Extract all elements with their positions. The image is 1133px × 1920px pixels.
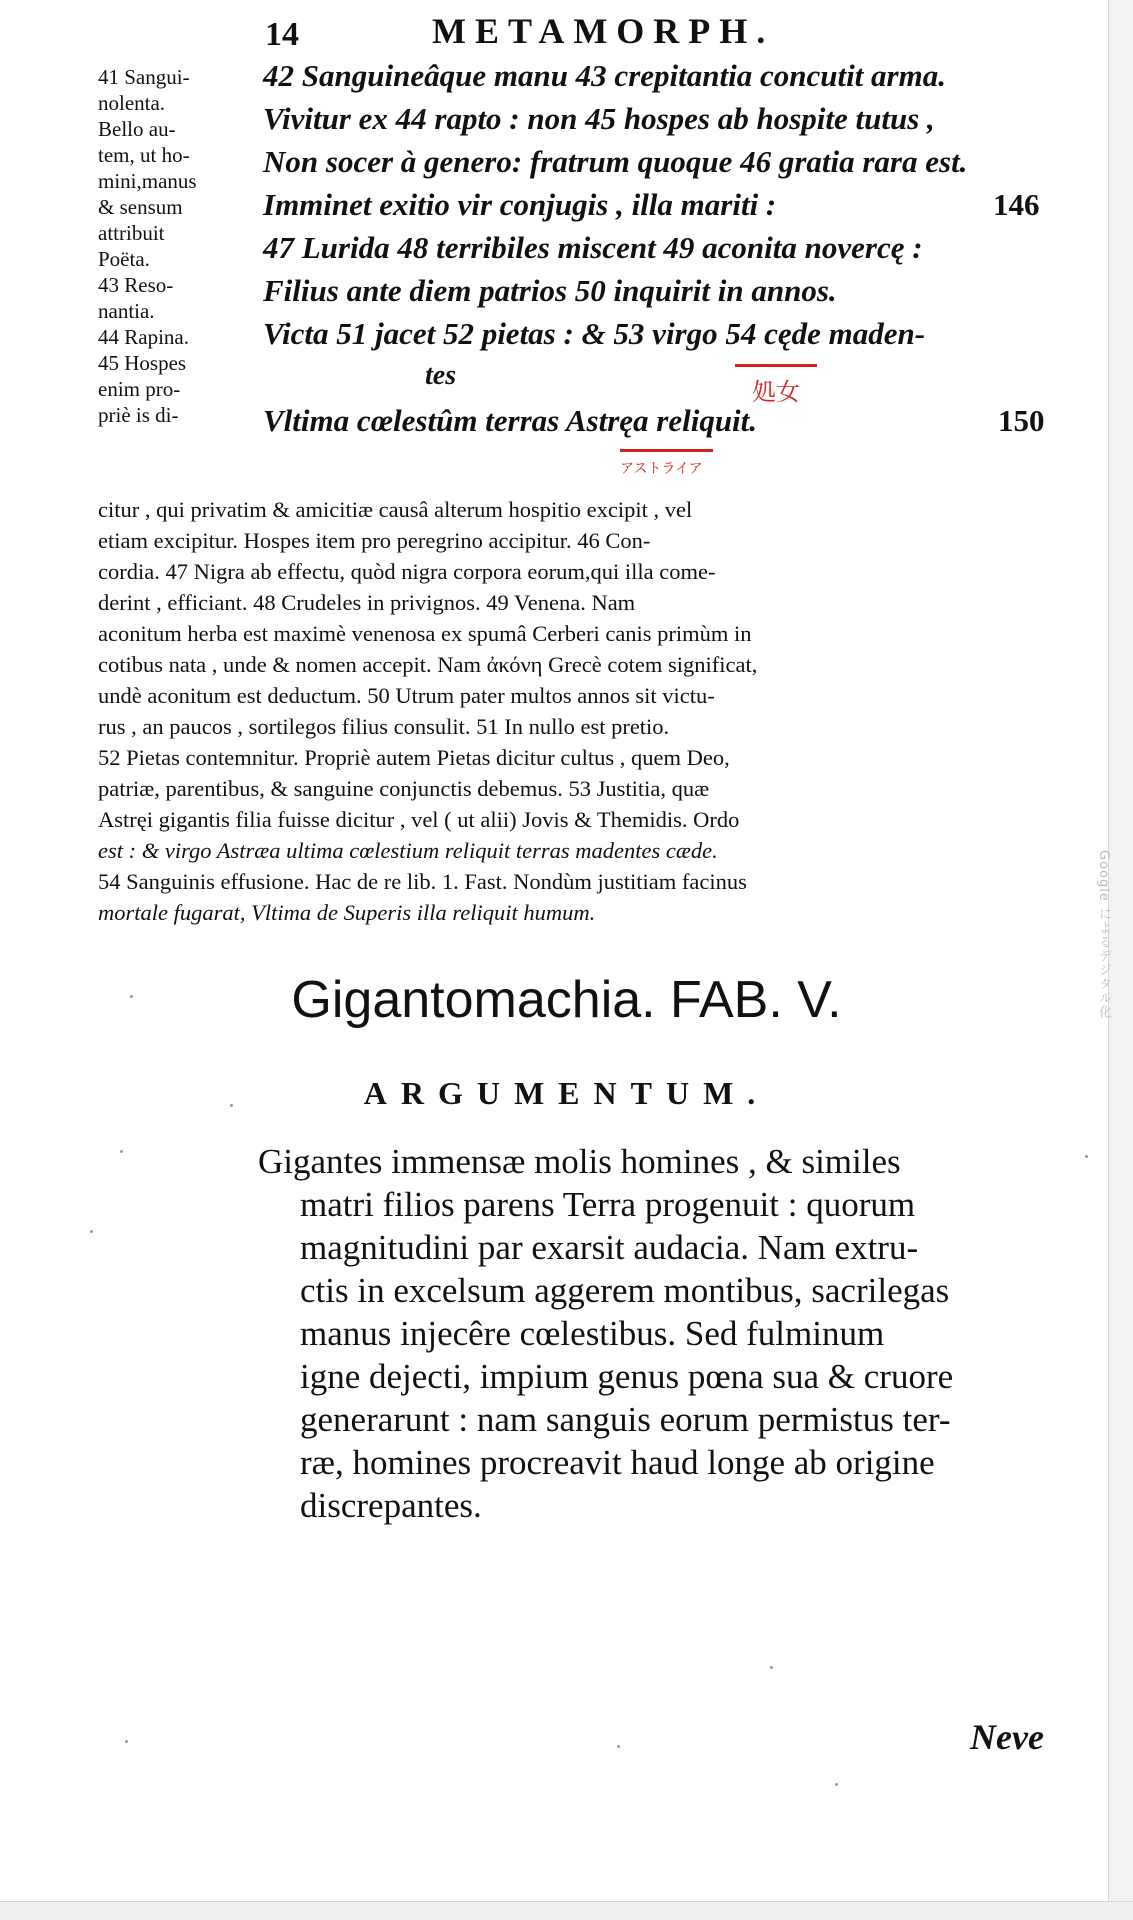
argument-line: discrepantes. bbox=[300, 1486, 482, 1525]
margin-note: nolenta. bbox=[98, 91, 166, 115]
scan-speck bbox=[90, 1230, 93, 1233]
margin-note: mini,manus bbox=[98, 169, 197, 193]
verse-line: Non socer à genero: fratrum quoque 46 gratia rara est. bbox=[263, 144, 968, 179]
commentary-line: 54 Sanguinis effusione. Hac de re lib. 1. Fast. Nondùm justitiam facinus bbox=[98, 869, 747, 894]
commentary-line: 52 Pietas contemnitur. Propriè autem Pietas dicitur cultus , quem Deo, bbox=[98, 745, 730, 770]
commentary-line: est : & virgo Astræa ultima cœlestium reliquit terras madentes cæde. bbox=[98, 838, 718, 863]
margin-note: enim pro- bbox=[98, 377, 181, 401]
verse-line: Vivitur ex 44 rapto : non 45 hospes ab hospite tutus , bbox=[263, 101, 935, 136]
verse-line: Imminet exitio vir conjugis , illa mariti : bbox=[263, 187, 777, 222]
scan-speck bbox=[835, 1783, 838, 1786]
scan-speck bbox=[125, 1740, 128, 1743]
commentary-line: patriæ, parentibus, & sanguine conjunctis debemus. 53 Justitia, quæ bbox=[98, 776, 710, 801]
verse-line: 47 Lurida 48 terribiles miscent 49 aconita novercę : bbox=[263, 230, 923, 265]
commentary-notes bbox=[98, 494, 1053, 928]
margin-note: 41 Sangui- bbox=[98, 65, 190, 89]
verse-line: Filius ante diem patrios 50 inquirit in annos. bbox=[263, 273, 837, 308]
margin-notes bbox=[98, 64, 263, 428]
argument-line: Gigantes immensæ molis homines , & similes bbox=[258, 1142, 901, 1181]
argument-line: igne dejecti, impium genus pœna sua & cruore bbox=[300, 1357, 954, 1396]
commentary-line: mortale fugarat, Vltima de Superis illa reliquit humum. bbox=[98, 900, 596, 925]
argument-line: ctis in excelsum aggerem montibus, sacrilegas bbox=[300, 1271, 950, 1310]
commentary-line: aconitum herba est maximè venenosa ex spumâ Cerberi canis primùm in bbox=[98, 621, 752, 646]
scan-speck bbox=[1085, 1155, 1088, 1158]
margin-note: & sensum bbox=[98, 195, 183, 219]
argument-line: ræ, homines procreavit haud longe ab origine bbox=[300, 1443, 935, 1482]
margin-note: tem, ut ho- bbox=[98, 143, 190, 167]
commentary-line: cotibus nata , unde & nomen accepit. Nam ἀκόνη Grecè cotem significat, bbox=[98, 652, 758, 677]
page-bottom-edge bbox=[0, 1901, 1133, 1920]
commentary-line: Astręi gigantis filia fuisse dicitur , vel ( ut alii) Jovis & Themidis. Ordo bbox=[98, 807, 740, 832]
margin-note: 44 Rapina. bbox=[98, 325, 189, 349]
commentary-line: citur , qui privatim & amicitiæ causâ alterum hospitio excipit , vel bbox=[98, 497, 693, 522]
commentary-line: undè aconitum est deductum. 50 Utrum pater multos annos sit victu- bbox=[98, 683, 715, 708]
argument-heading: ARGUMENTUM. bbox=[363, 1075, 770, 1111]
argument-paragraph bbox=[258, 1140, 953, 1527]
page-number: 14 bbox=[265, 16, 299, 53]
margin-note: priè is di- bbox=[98, 403, 179, 427]
annotation-virgo: 処女 bbox=[752, 378, 800, 406]
margin-note: Poëta. bbox=[98, 247, 150, 271]
annotation-underline-astraea bbox=[620, 449, 713, 452]
margin-note: 45 Hospes bbox=[98, 351, 187, 375]
margin-note: nantia. bbox=[98, 299, 155, 323]
argument-line: generarunt : nam sanguis eorum permistus ter- bbox=[300, 1400, 951, 1439]
annotation-astraea: アストライア bbox=[620, 461, 703, 477]
fable-title: Gigantomachia. FAB. V. bbox=[291, 971, 842, 1029]
verse-line: 42 Sanguineâque manu 43 crepitantia concutit arma. bbox=[263, 58, 946, 93]
scan-speck bbox=[230, 1104, 233, 1107]
catchword: Neve bbox=[970, 1717, 1044, 1757]
verse-line: Victa 51 jacet 52 pietas : & 53 virgo 54 cęde maden- bbox=[263, 316, 926, 351]
argument-line: manus injecêre cœlestibus. Sed fulminum bbox=[300, 1314, 885, 1353]
argument-line: magnitudini par exarsit audacia. Nam extru- bbox=[300, 1228, 919, 1267]
margin-note: Bello au- bbox=[98, 117, 176, 141]
margin-note: 43 Reso- bbox=[98, 273, 174, 297]
scan-speck bbox=[130, 995, 133, 998]
scan-watermark: Google によるデジタル化 bbox=[1096, 850, 1111, 1019]
running-title: METAMORPH. bbox=[432, 11, 775, 51]
commentary-line: derint , efficiant. 48 Crudeles in privignos. 49 Venena. Nam bbox=[98, 590, 636, 615]
annotation-underline-virgo bbox=[735, 364, 817, 367]
verse-line-continuation: tes bbox=[425, 360, 457, 391]
scan-speck bbox=[770, 1666, 773, 1669]
commentary-line: cordia. 47 Nigra ab effectu, quòd nigra corpora eorum,qui illa come- bbox=[98, 559, 716, 584]
commentary-line: rus , an paucos , sortilegos filius consulit. 51 In nullo est pretio. bbox=[98, 714, 670, 739]
scan-speck bbox=[617, 1745, 620, 1748]
scan-speck bbox=[120, 1150, 123, 1153]
line-number-146: 146 bbox=[993, 187, 1040, 222]
line-number-150: 150 bbox=[998, 403, 1045, 438]
commentary-line: etiam excipitur. Hospes item pro peregrino accipitur. 46 Con- bbox=[98, 528, 651, 553]
argument-line: matri filios parens Terra progenuit : quorum bbox=[300, 1185, 916, 1224]
verse-line: Vltima cœlestûm terras Astręa reliquit. bbox=[263, 403, 758, 438]
margin-note: attribuit bbox=[98, 221, 165, 245]
